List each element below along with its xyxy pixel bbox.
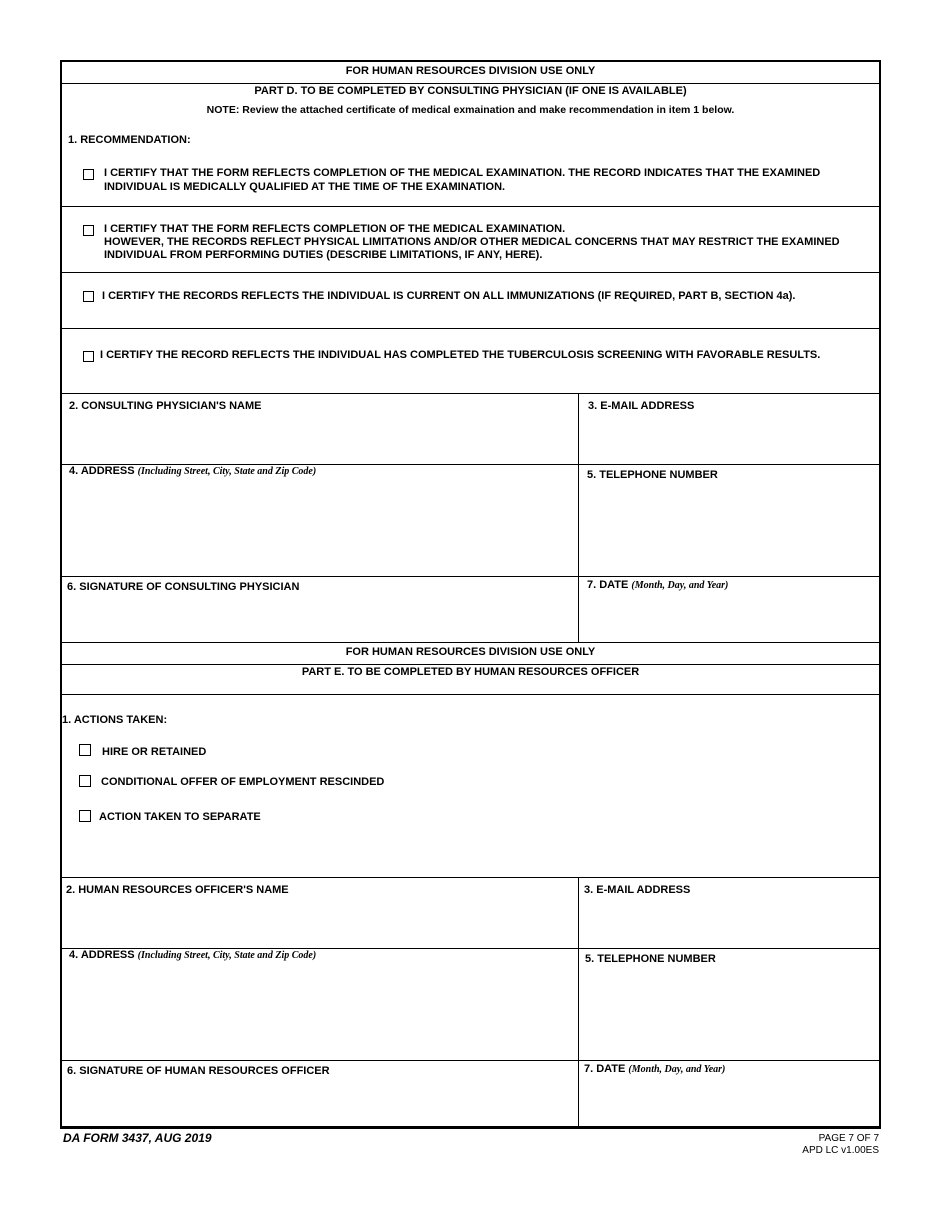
page-number: PAGE 7 OF 7: [818, 1133, 879, 1144]
date-hint: (Month, Day, and Year): [631, 580, 729, 591]
divider: [61, 664, 880, 665]
date-label-text: 7. DATE: [587, 579, 629, 591]
officer-email-label: 3. E-MAIL ADDRESS: [584, 884, 691, 896]
address-label-text: 4. ADDRESS: [69, 949, 135, 961]
part-e-header: FOR HUMAN RESOURCES DIVISION USE ONLY: [345, 646, 596, 658]
action-checkbox-separate[interactable]: [79, 810, 91, 822]
date-label-text: 7. DATE: [584, 1063, 626, 1075]
action-option-text: ACTION TAKEN TO SEPARATE: [99, 811, 261, 823]
part-d-header: FOR HUMAN RESOURCES DIVISION USE ONLY: [345, 65, 596, 77]
recommendation-option-text: I CERTIFY THAT THE FORM REFLECTS COMPLETION OF THE MEDICAL EXAMINATION.: [104, 223, 566, 235]
action-checkbox-hire[interactable]: [79, 744, 91, 756]
divider: [61, 642, 880, 643]
recommendation-checkbox-qualified[interactable]: [83, 169, 94, 180]
action-option-text: CONDITIONAL OFFER OF EMPLOYMENT RESCINDED: [101, 776, 385, 788]
column-divider: [578, 877, 579, 1128]
actions-taken-label: 1. ACTIONS TAKEN:: [62, 714, 168, 726]
divider: [61, 206, 880, 207]
recommendation-checkbox-limitations[interactable]: [83, 225, 94, 236]
part-e-title: PART E. TO BE COMPLETED BY HUMAN RESOURCES OFFICER: [301, 666, 640, 678]
physician-email-label: 3. E-MAIL ADDRESS: [588, 400, 695, 412]
divider: [61, 694, 880, 695]
date-hint: (Month, Day, and Year): [628, 1064, 726, 1075]
divider: [61, 393, 880, 394]
physician-address-label: [69, 465, 316, 478]
divider: [61, 328, 880, 329]
form-version: APD LC v1.00ES: [802, 1145, 879, 1156]
physician-name-label: 2. CONSULTING PHYSICIAN'S NAME: [69, 400, 262, 412]
officer-name-label: 2. HUMAN RESOURCES OFFICER'S NAME: [66, 884, 289, 896]
action-option-text: HIRE OR RETAINED: [102, 746, 207, 758]
address-hint: (Including Street, City, State and Zip Code): [137, 466, 317, 477]
action-checkbox-rescinded[interactable]: [79, 775, 91, 787]
physician-signature-label: 6. SIGNATURE OF CONSULTING PHYSICIAN: [67, 581, 300, 593]
officer-signature-label: 6. SIGNATURE OF HUMAN RESOURCES OFFICER: [67, 1065, 330, 1077]
part-d-title: PART D. TO BE COMPLETED BY CONSULTING PHYSICIAN (IF ONE IS AVAILABLE): [254, 85, 687, 97]
divider: [61, 877, 880, 878]
officer-address-label: [69, 949, 316, 962]
divider: [61, 83, 880, 84]
address-hint: (Including Street, City, State and Zip Code): [137, 950, 317, 961]
physician-telephone-label: 5. TELEPHONE NUMBER: [587, 469, 718, 481]
divider: [61, 1060, 880, 1061]
officer-date-label: [584, 1063, 725, 1076]
recommendation-option-text: I CERTIFY THAT THE FORM REFLECTS COMPLETION OF THE MEDICAL EXAMINATION. THE RECORD INDICATES THAT THE EXAMINED: [104, 167, 821, 179]
recommendation-option-text: I CERTIFY THE RECORDS REFLECTS THE INDIVIDUAL IS CURRENT ON ALL IMMUNIZATIONS (IF REQUIRED, PART B, SECTION 4a).: [102, 290, 796, 302]
recommendation-option-text: HOWEVER, THE RECORDS REFLECT PHYSICAL LIMITATIONS AND/OR OTHER MEDICAL CONCERNS THAT MAY RESTRICT THE EXAMINED: [104, 236, 840, 248]
divider: [61, 272, 880, 273]
recommendation-checkbox-tuberculosis[interactable]: [83, 351, 94, 362]
column-divider: [578, 393, 579, 642]
recommendation-label: 1. RECOMMENDATION:: [68, 134, 191, 146]
recommendation-checkbox-immunizations[interactable]: [83, 291, 94, 302]
part-d-note: NOTE: Review the attached certificate of medical exmaination and make recommendation in item 1 below.: [206, 104, 735, 116]
recommendation-option-text: INDIVIDUAL IS MEDICALLY QUALIFIED AT THE TIME OF THE EXAMINATION.: [104, 181, 506, 193]
recommendation-option-text: I CERTIFY THE RECORD REFLECTS THE INDIVIDUAL HAS COMPLETED THE TUBERCULOSIS SCREENING WITH FAVORABLE RESULTS.: [100, 349, 821, 361]
officer-telephone-label: 5. TELEPHONE NUMBER: [585, 953, 716, 965]
form-id: DA FORM 3437, AUG 2019: [63, 1131, 212, 1145]
recommendation-option-text: INDIVIDUAL FROM PERFORMING DUTIES (DESCRIBE LIMITATIONS, IF ANY, HERE).: [104, 249, 543, 261]
physician-date-label: [587, 579, 728, 592]
form-frame: [60, 60, 881, 1129]
address-label-text: 4. ADDRESS: [69, 465, 135, 477]
divider: [61, 576, 880, 577]
